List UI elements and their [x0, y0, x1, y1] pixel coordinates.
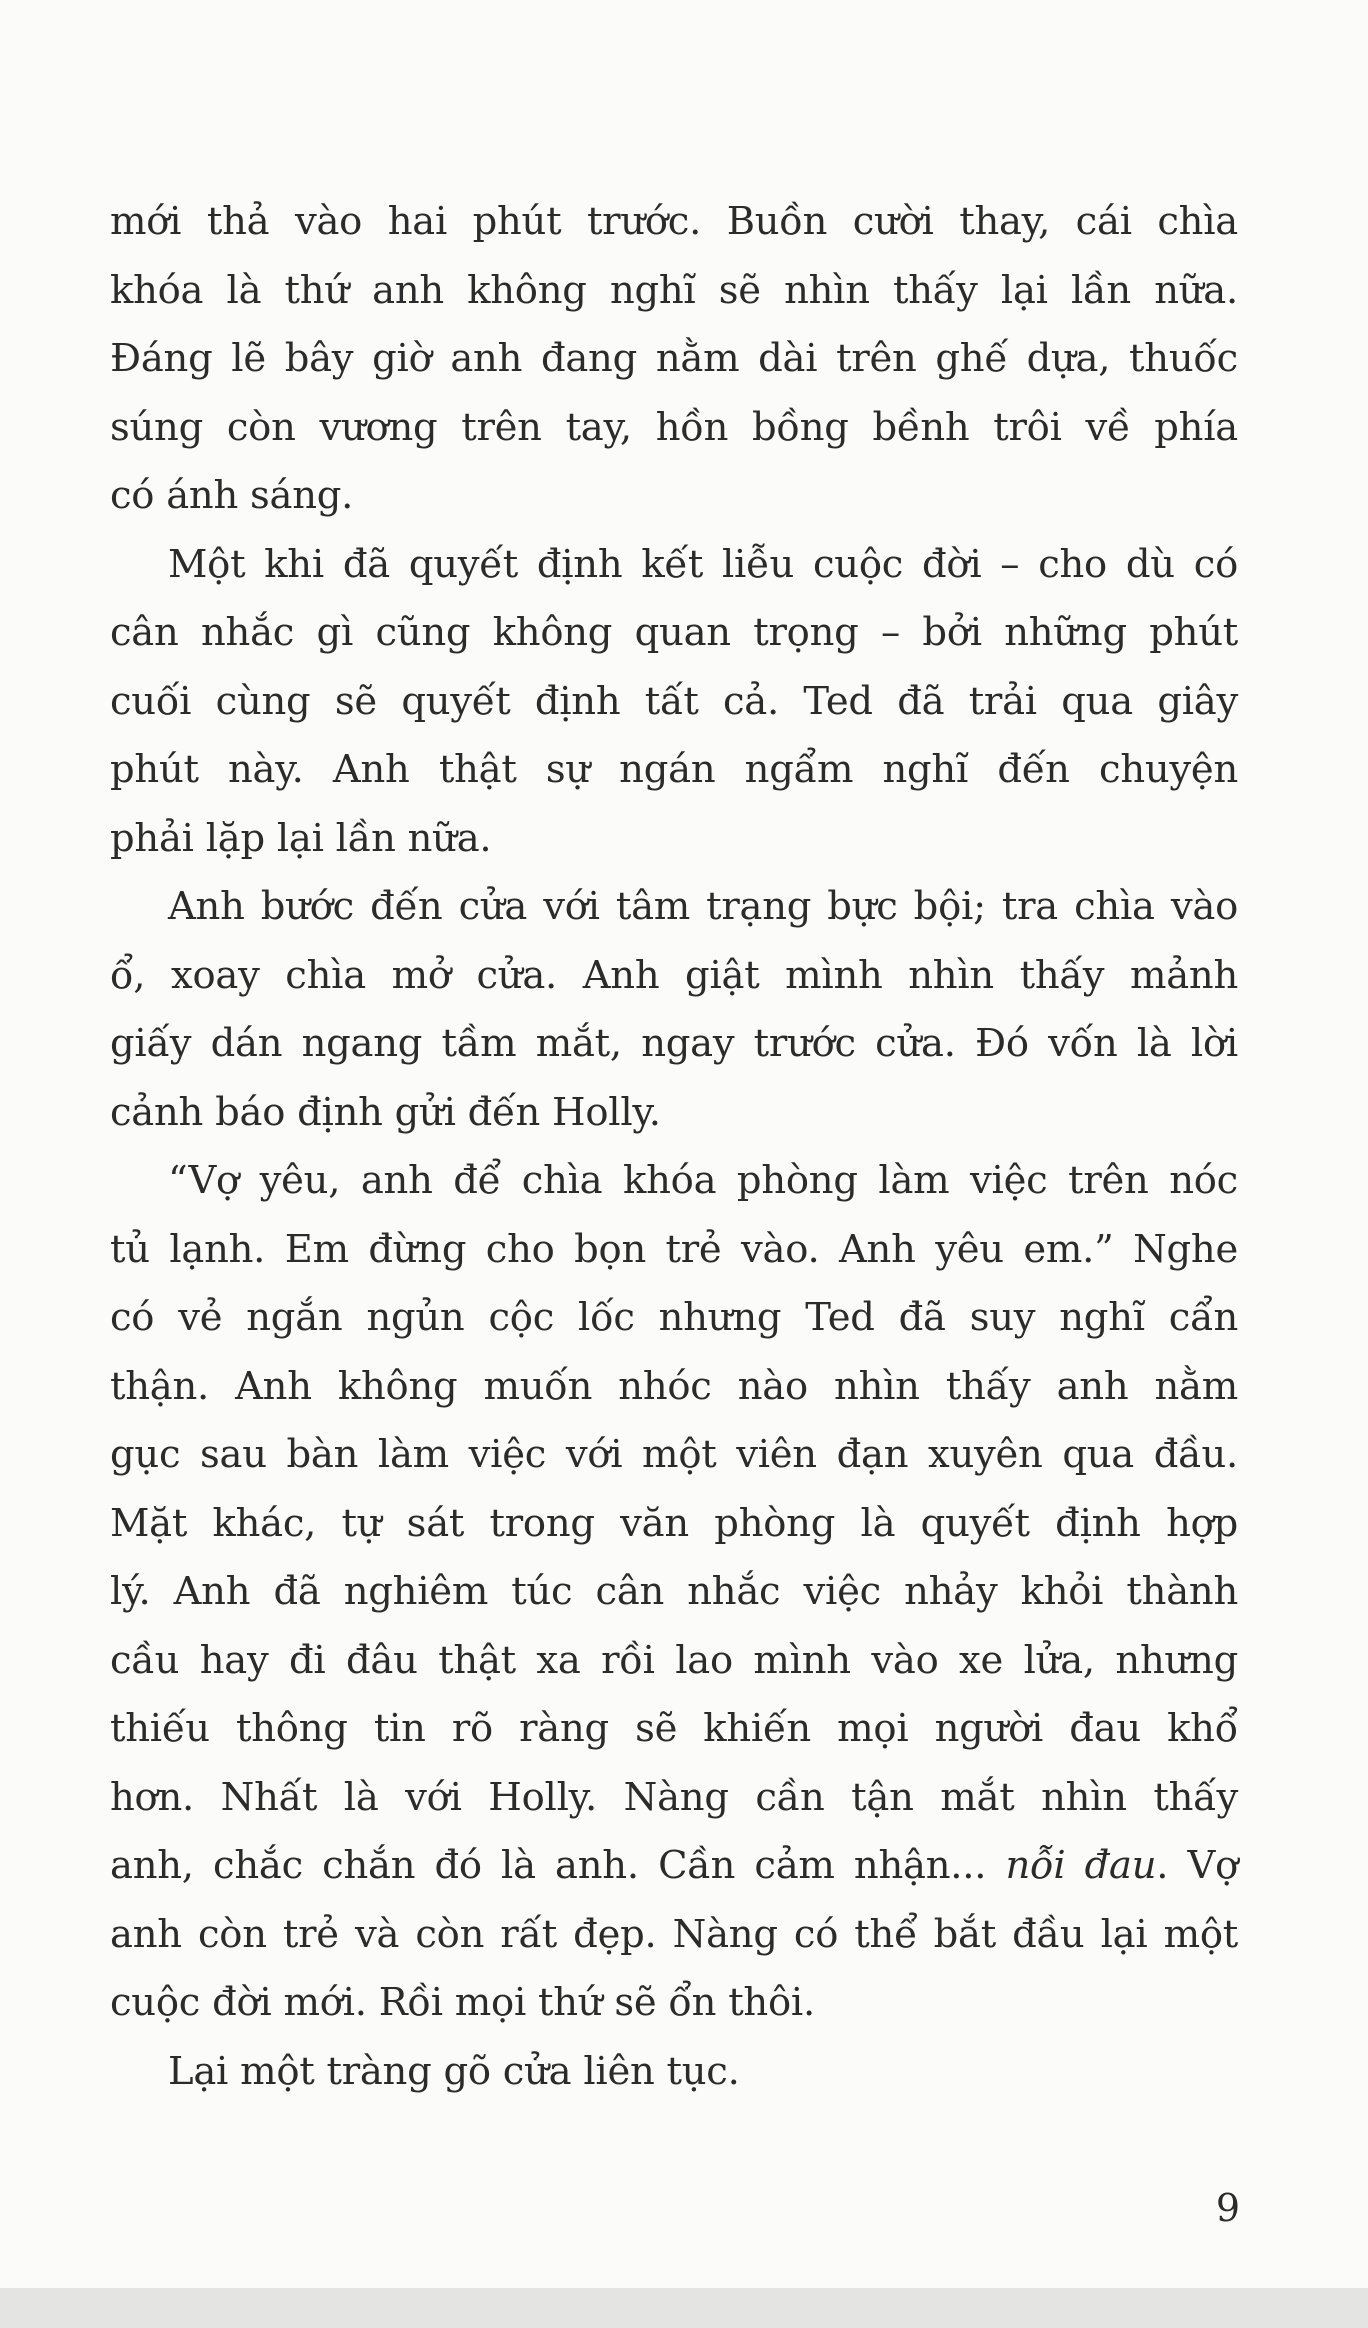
text-line: Đáng lẽ bây giờ anh đang nằm dài trên ghế dựa, thuốc: [110, 336, 1238, 381]
scan-edge: [0, 2288, 1368, 2328]
paragraph-2: [110, 531, 1238, 874]
text-line: Anh bước đến cửa với tâm trạng bực bội; tra chìa vào: [168, 884, 1238, 929]
body-text: [110, 188, 1238, 2106]
text-line: mới thả vào hai phút trước. Buồn cười thay, cái chìa: [110, 199, 1238, 244]
text-line: phút này. Anh thật sự ngán ngẩm nghĩ đến chuyện: [110, 747, 1238, 792]
page-number: 9: [1215, 2186, 1240, 2230]
text-line-with-emphasis: [110, 1832, 1238, 1901]
text-segment: . Vợ: [1156, 1843, 1239, 1888]
text-line: thận. Anh không muốn nhóc nào nhìn thấy anh nằm: [110, 1363, 1238, 1409]
text-line: cân nhắc gì cũng không quan trọng – bởi những phút: [110, 610, 1238, 655]
text-line: ổ, xoay chìa mở cửa. Anh giật mình nhìn thấy mảnh: [110, 952, 1238, 998]
text-line: khóa là thứ anh không nghĩ sẽ nhìn thấy lại lần nữa.: [110, 267, 1238, 313]
paragraph-4: [110, 1147, 1238, 2038]
text-line: anh còn trẻ và còn rất đẹp. Nàng có thể bắt đầu lại một: [110, 1911, 1238, 1957]
text-line: cầu hay đi đâu thật xa rồi lao mình vào xe lửa, nhưng: [110, 1637, 1238, 1683]
text-line: lý. Anh đã nghiêm túc cân nhắc việc nhảy khỏi thành: [110, 1569, 1238, 1614]
text-line: tủ lạnh. Em đừng cho bọn trẻ vào. Anh yêu em.” Nghe: [110, 1226, 1238, 1272]
text-line: có vẻ ngắn ngủn cộc lốc nhưng Ted đã suy nghĩ cẩn: [110, 1295, 1238, 1340]
text-line: phải lặp lại lần nữa.: [110, 815, 492, 861]
text-line: súng còn vương trên tay, hồn bồng bềnh trôi về phía: [110, 404, 1238, 450]
text-line: giấy dán ngang tầm mắt, ngay trước cửa. Đó vốn là lời: [110, 1021, 1238, 1066]
paragraph-3: [110, 873, 1238, 1147]
text-line: gục sau bàn làm việc với một viên đạn xuyên qua đầu.: [110, 1432, 1238, 1477]
text-line: “Vợ yêu, anh để chìa khóa phòng làm việc trên nóc: [168, 1158, 1238, 1203]
text-line: có ánh sáng.: [110, 473, 354, 518]
text-line: Lại một tràng gõ cửa liên tục.: [168, 2048, 740, 2094]
text-line: cảnh báo định gửi đến Holly.: [110, 1089, 661, 1135]
text-line: hơn. Nhất là với Holly. Nàng cần tận mắt nhìn thấy: [110, 1774, 1238, 1820]
text-line: cuối cùng sẽ quyết định tất cả. Ted đã trải qua giây: [110, 678, 1238, 724]
text-line: cuộc đời mới. Rồi mọi thứ sẽ ổn thôi.: [110, 1980, 815, 2025]
emphasized-text: nỗi đau: [1005, 1843, 1157, 1888]
text-line: Một khi đã quyết định kết liễu cuộc đời – cho dù có: [168, 541, 1238, 587]
paragraph-5: [110, 2038, 1238, 2107]
text-line: Mặt khác, tự sát trong văn phòng là quyết định hợp: [110, 1500, 1238, 1546]
paragraph-1: [110, 188, 1238, 531]
text-segment: anh, chắc chắn đó là anh. Cần cảm nhận...: [110, 1843, 1006, 1888]
text-line: thiếu thông tin rõ ràng sẽ khiến mọi người đau khổ: [110, 1706, 1238, 1751]
